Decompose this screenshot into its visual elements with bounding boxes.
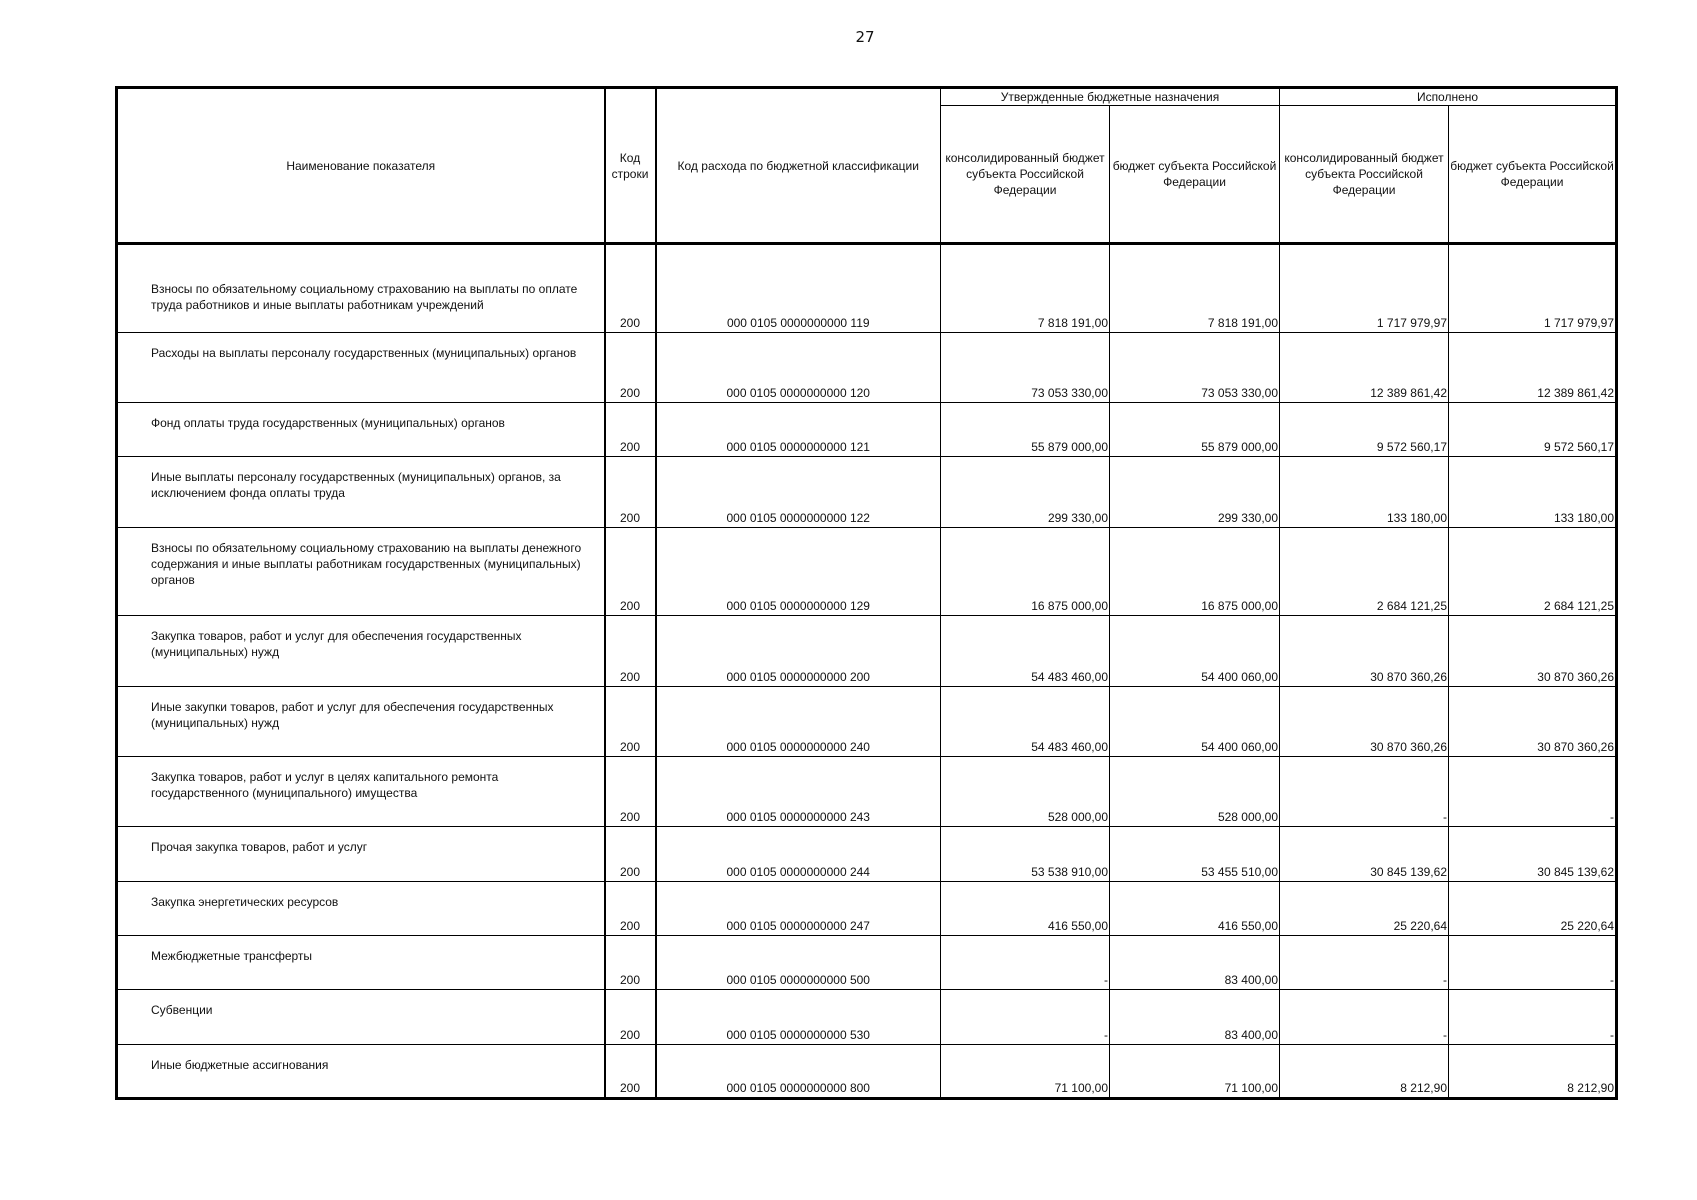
row-executed-subject: 1 717 979,97	[1449, 244, 1617, 333]
row-approved-consolidated: 16 875 000,00	[941, 527, 1110, 616]
row-executed-consolidated: 12 389 861,42	[1280, 332, 1449, 402]
row-name: Иные закупки товаров, работ и услуг для обеспечения государственных (муниципальных) нужд	[117, 686, 605, 756]
row-approved-consolidated: 73 053 330,00	[941, 332, 1110, 402]
row-budget-code: 000 0105 0000000000 530	[656, 990, 941, 1044]
row-budget-code: 000 0105 0000000000 121	[656, 402, 941, 456]
row-budget-code: 000 0105 0000000000 240	[656, 686, 941, 756]
row-budget-code: 000 0105 0000000000 247	[656, 881, 941, 935]
row-line-code: 200	[605, 827, 656, 881]
row-budget-code: 000 0105 0000000000 200	[656, 616, 941, 686]
row-executed-consolidated: -	[1280, 990, 1449, 1044]
row-budget-code: 000 0105 0000000000 129	[656, 527, 941, 616]
header-executed-consolidated: консолидированный бюджет субъекта Российской Федерации	[1280, 106, 1449, 244]
row-approved-subject: 528 000,00	[1110, 756, 1280, 826]
row-executed-consolidated: 25 220,64	[1280, 881, 1449, 935]
row-budget-code: 000 0105 0000000000 120	[656, 332, 941, 402]
row-executed-consolidated: 133 180,00	[1280, 457, 1449, 527]
row-approved-consolidated: -	[941, 990, 1110, 1044]
row-line-code: 200	[605, 332, 656, 402]
row-budget-code: 000 0105 0000000000 244	[656, 827, 941, 881]
row-executed-consolidated: 30 870 360,26	[1280, 686, 1449, 756]
row-budget-code: 000 0105 0000000000 800	[656, 1044, 941, 1098]
table-row	[117, 990, 1617, 1044]
table-row	[117, 827, 1617, 881]
header-budget-code: Код расхода по бюджетной классификации	[656, 88, 941, 244]
row-approved-consolidated: 416 550,00	[941, 881, 1110, 935]
table-row	[117, 402, 1617, 456]
row-name: Расходы на выплаты персоналу государственных (муниципальных) органов	[117, 332, 605, 402]
table-body	[117, 244, 1617, 1099]
page-number: 27	[855, 28, 875, 46]
row-name: Закупка товаров, работ и услуг для обеспечения государственных (муниципальных) нужд	[117, 616, 605, 686]
row-line-code: 200	[605, 457, 656, 527]
row-approved-subject: 73 053 330,00	[1110, 332, 1280, 402]
table-row	[117, 1044, 1617, 1098]
row-line-code: 200	[605, 1044, 656, 1098]
row-line-code: 200	[605, 881, 656, 935]
row-executed-subject: 9 572 560,17	[1449, 402, 1617, 456]
header-group-executed: Исполнено	[1280, 88, 1617, 106]
row-line-code: 200	[605, 616, 656, 686]
table-row	[117, 457, 1617, 527]
header-executed-subject: бюджет субъекта Российской Федерации	[1449, 106, 1617, 244]
row-executed-subject: 30 845 139,62	[1449, 827, 1617, 881]
header-approved-subject: бюджет субъекта Российской Федерации	[1110, 106, 1280, 244]
row-approved-subject: 54 400 060,00	[1110, 616, 1280, 686]
row-name: Субвенции	[117, 990, 605, 1044]
row-approved-consolidated: 54 483 460,00	[941, 686, 1110, 756]
row-approved-subject: 54 400 060,00	[1110, 686, 1280, 756]
row-name: Иные выплаты персоналу государственных (муниципальных) органов, за исключением фонда оплаты труда	[117, 457, 605, 527]
row-name: Фонд оплаты труда государственных (муниципальных) органов	[117, 402, 605, 456]
row-approved-consolidated: -	[941, 936, 1110, 990]
table-row	[117, 332, 1617, 402]
row-executed-consolidated: 2 684 121,25	[1280, 527, 1449, 616]
row-name: Прочая закупка товаров, работ и услуг	[117, 827, 605, 881]
table-row	[117, 881, 1617, 935]
row-name: Иные бюджетные ассигнования	[117, 1044, 605, 1098]
row-line-code: 200	[605, 402, 656, 456]
table-row	[117, 686, 1617, 756]
row-approved-subject: 83 400,00	[1110, 936, 1280, 990]
row-approved-subject: 416 550,00	[1110, 881, 1280, 935]
row-executed-consolidated: -	[1280, 756, 1449, 826]
table-header	[117, 88, 1617, 244]
row-approved-subject: 299 330,00	[1110, 457, 1280, 527]
row-executed-subject: 133 180,00	[1449, 457, 1617, 527]
table-row	[117, 527, 1617, 616]
row-line-code: 200	[605, 244, 656, 333]
row-approved-subject: 71 100,00	[1110, 1044, 1280, 1098]
header-approved-consolidated: консолидированный бюджет субъекта Российской Федерации	[941, 106, 1110, 244]
row-executed-subject: -	[1449, 990, 1617, 1044]
row-name: Закупка энергетических ресурсов	[117, 881, 605, 935]
row-executed-subject: 2 684 121,25	[1449, 527, 1617, 616]
row-executed-subject: 8 212,90	[1449, 1044, 1617, 1098]
row-name: Межбюджетные трансферты	[117, 936, 605, 990]
row-approved-subject: 55 879 000,00	[1110, 402, 1280, 456]
row-executed-subject: -	[1449, 936, 1617, 990]
row-line-code: 200	[605, 686, 656, 756]
row-name: Взносы по обязательному социальному страхованию на выплаты денежного содержания и иные выплаты работникам государственных (муниципальных) органов	[117, 527, 605, 616]
row-approved-subject: 83 400,00	[1110, 990, 1280, 1044]
row-executed-subject: -	[1449, 756, 1617, 826]
budget-table	[115, 86, 1618, 1100]
header-name: Наименование показателя	[117, 88, 605, 244]
row-executed-consolidated: 9 572 560,17	[1280, 402, 1449, 456]
row-name: Взносы по обязательному социальному страхованию на выплаты по оплате труда работников и иные выплаты работникам учреждений	[117, 244, 605, 333]
table-row	[117, 244, 1617, 333]
table-row	[117, 756, 1617, 826]
row-approved-consolidated: 53 538 910,00	[941, 827, 1110, 881]
row-line-code: 200	[605, 527, 656, 616]
row-executed-subject: 25 220,64	[1449, 881, 1617, 935]
row-executed-consolidated: -	[1280, 936, 1449, 990]
row-approved-consolidated: 71 100,00	[941, 1044, 1110, 1098]
row-executed-subject: 12 389 861,42	[1449, 332, 1617, 402]
row-approved-subject: 7 818 191,00	[1110, 244, 1280, 333]
row-approved-subject: 53 455 510,00	[1110, 827, 1280, 881]
row-executed-consolidated: 30 845 139,62	[1280, 827, 1449, 881]
row-line-code: 200	[605, 936, 656, 990]
row-approved-consolidated: 7 818 191,00	[941, 244, 1110, 333]
header-group-approved: Утвержденные бюджетные назначения	[941, 88, 1280, 106]
table-row	[117, 936, 1617, 990]
row-approved-subject: 16 875 000,00	[1110, 527, 1280, 616]
row-executed-consolidated: 8 212,90	[1280, 1044, 1449, 1098]
row-executed-consolidated: 30 870 360,26	[1280, 616, 1449, 686]
table-row	[117, 616, 1617, 686]
row-line-code: 200	[605, 756, 656, 826]
row-line-code: 200	[605, 990, 656, 1044]
row-approved-consolidated: 299 330,00	[941, 457, 1110, 527]
row-executed-subject: 30 870 360,26	[1449, 686, 1617, 756]
row-executed-consolidated: 1 717 979,97	[1280, 244, 1449, 333]
row-approved-consolidated: 528 000,00	[941, 756, 1110, 826]
row-approved-consolidated: 54 483 460,00	[941, 616, 1110, 686]
row-budget-code: 000 0105 0000000000 119	[656, 244, 941, 333]
row-approved-consolidated: 55 879 000,00	[941, 402, 1110, 456]
row-name: Закупка товаров, работ и услуг в целях капитального ремонта государственного (муниципального) имущества	[117, 756, 605, 826]
row-budget-code: 000 0105 0000000000 500	[656, 936, 941, 990]
header-line-code: Код строки	[605, 88, 656, 244]
row-budget-code: 000 0105 0000000000 243	[656, 756, 941, 826]
row-executed-subject: 30 870 360,26	[1449, 616, 1617, 686]
row-budget-code: 000 0105 0000000000 122	[656, 457, 941, 527]
